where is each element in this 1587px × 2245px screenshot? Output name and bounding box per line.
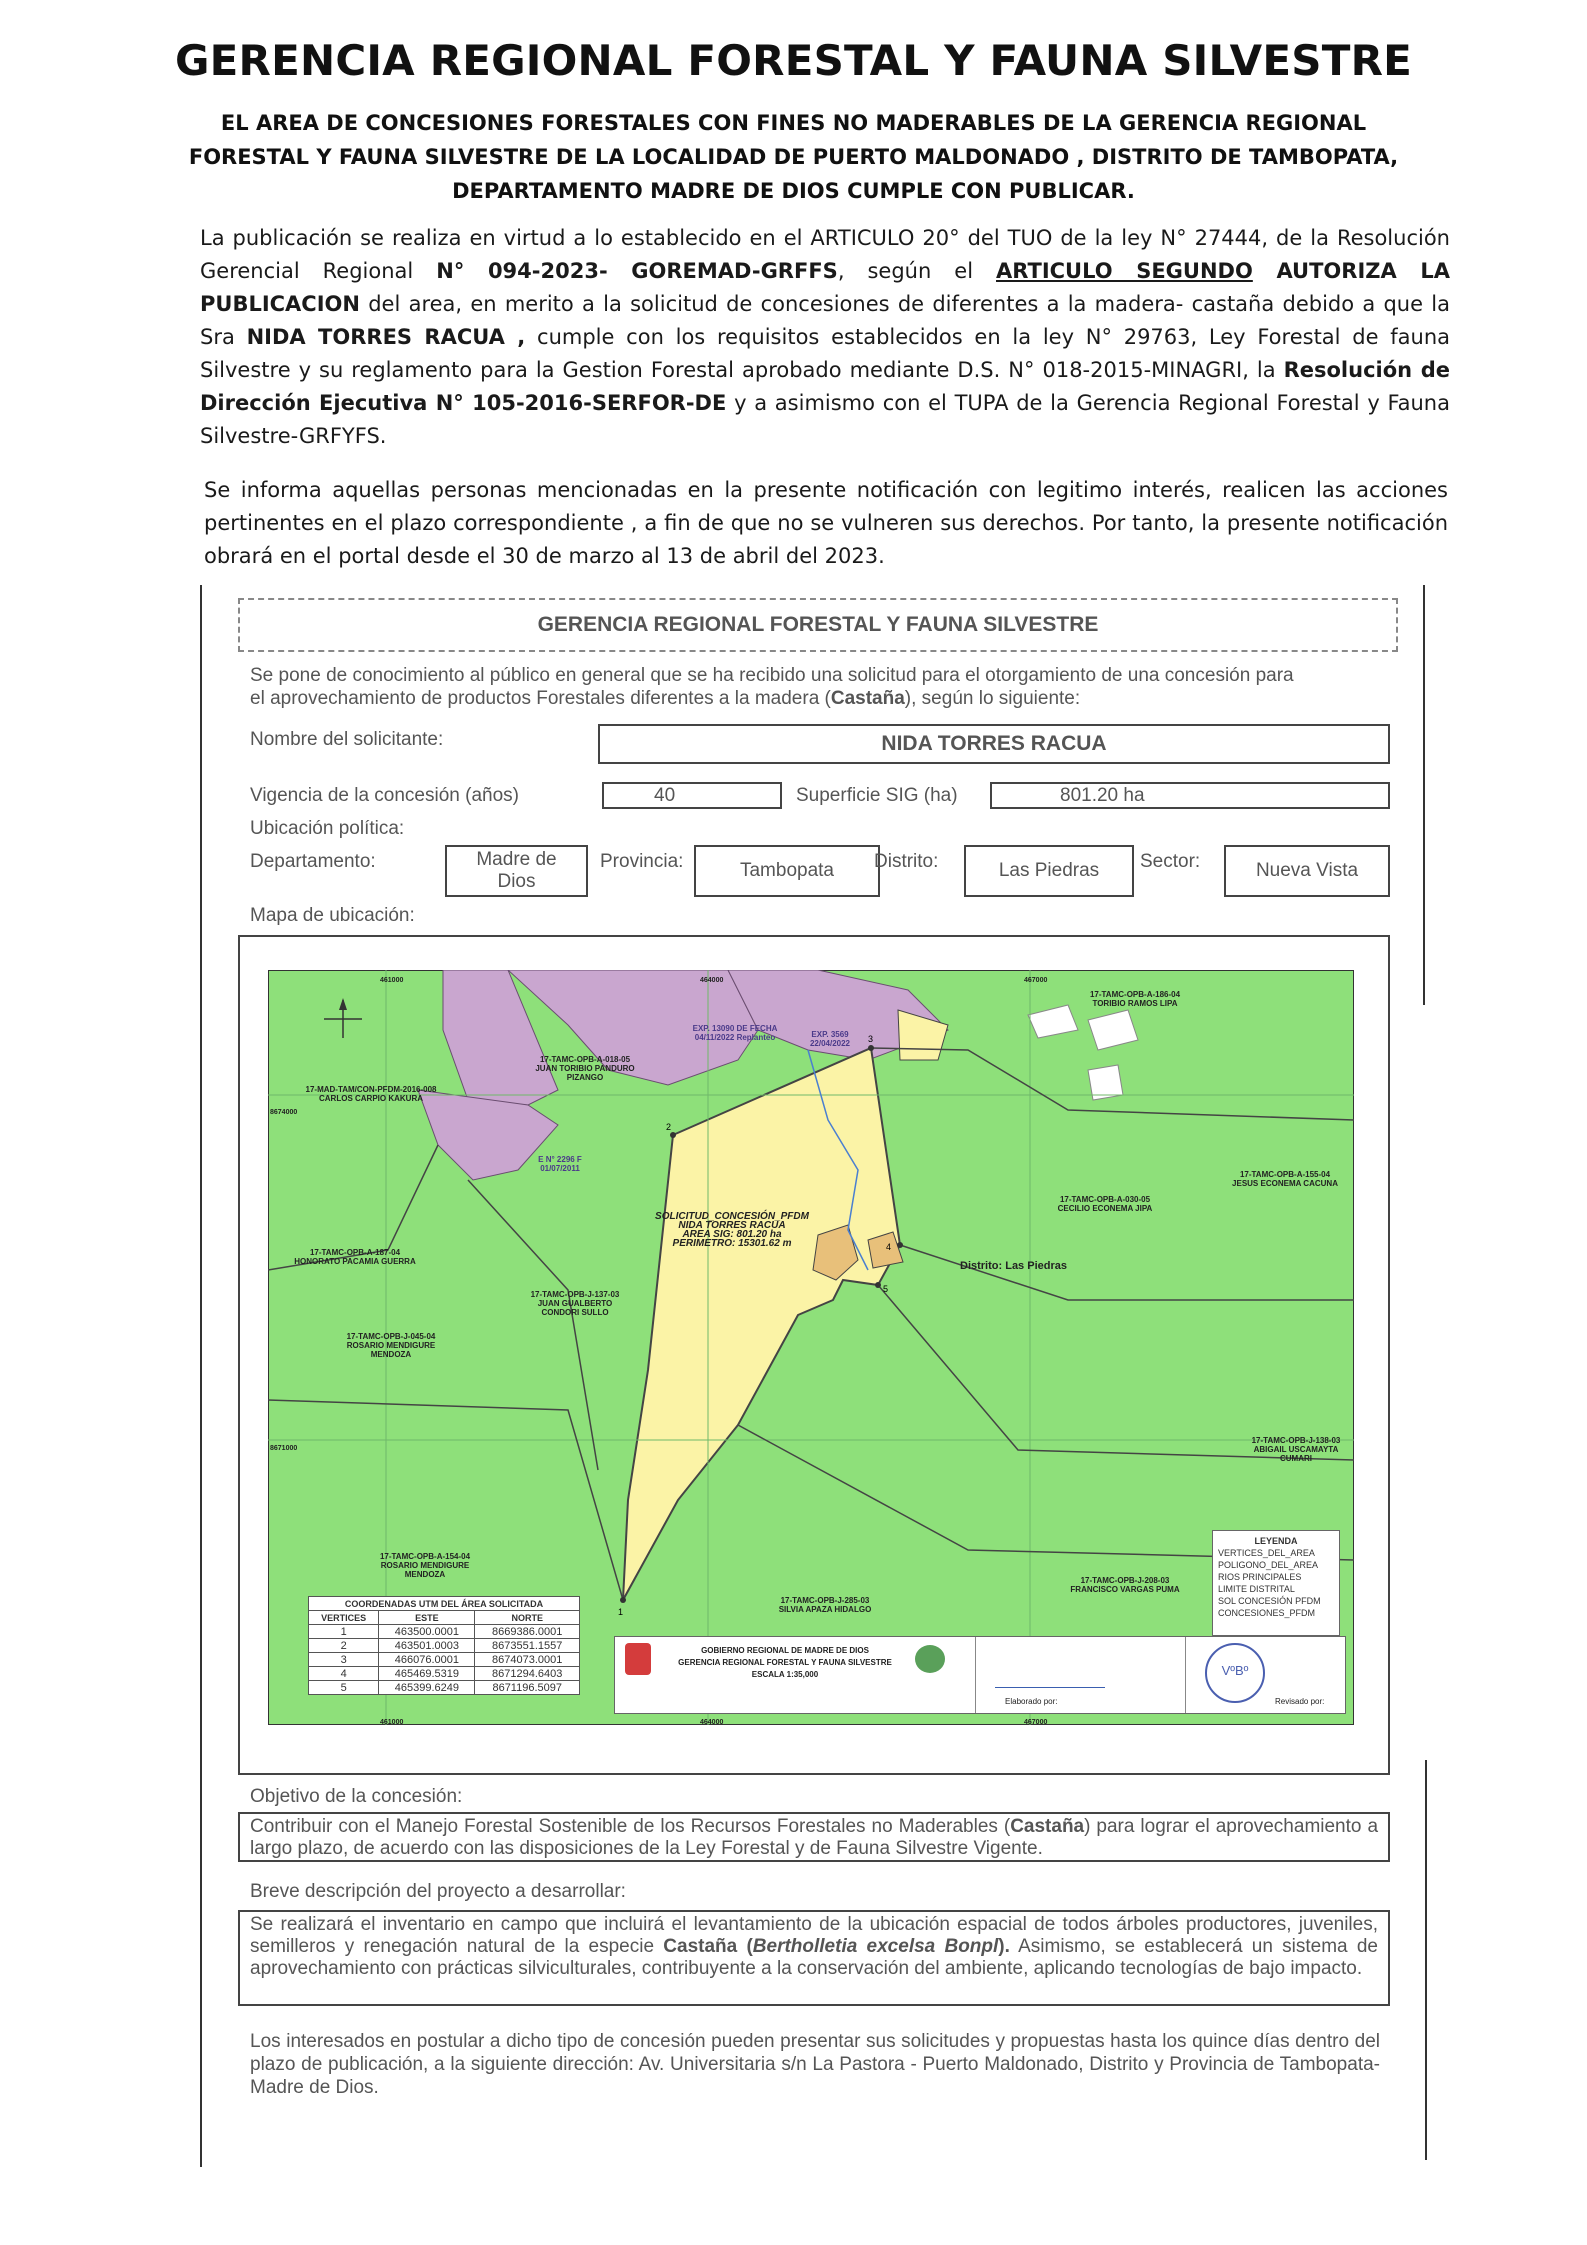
reviewed-by-label: Revisado por: <box>1275 1697 1325 1706</box>
vertex-1 <box>620 1597 626 1603</box>
notice-text: ), según lo siguiente: <box>904 688 1081 709</box>
tick-label-side: 8671000 <box>270 1445 298 1452</box>
map-legend <box>1212 1530 1340 1636</box>
tick-label-side: 8674000 <box>270 1109 298 1116</box>
vertex-label: 1 <box>618 1607 624 1617</box>
neighbor-label: 17-TAMC-OPB-A-186-04 TORIBIO RAMOS LIPA <box>1089 990 1181 1008</box>
table-cell: 3 <box>309 1653 379 1667</box>
coordinates-table <box>308 1596 580 1695</box>
tick-label-top: 461000 <box>380 977 404 984</box>
province-label: Provincia: <box>600 851 684 872</box>
applicant-name-bold: NIDA TORRES RACUA , <box>246 325 526 349</box>
tick-label-bottom: 461000 <box>380 1719 404 1726</box>
form-right-border <box>1423 585 1425 1005</box>
objective-text: ) para lograr el aprovechamiento a largo plazo, de acuerdo con las disposiciones de la Ley Forestal y de Fauna Silvestre Vigente. <box>250 1816 1379 1859</box>
notice-text: el aprovechamiento de productos Forestales diferentes a la madera ( <box>250 688 831 709</box>
cartouche-divider <box>1185 1637 1186 1713</box>
species-name: Castaña <box>830 688 905 709</box>
table-row <box>309 1625 580 1639</box>
legend-item: POLIGONO_DEL_AREA <box>1218 1560 1319 1570</box>
sector-field: Nueva Vista <box>1224 845 1390 897</box>
table-cell: 8674073.0001 <box>475 1653 580 1667</box>
neighbor-label: 17-TAMC-OPB-J-138-03 ABIGAIL USCAMAYTA CUMARI <box>1251 1436 1341 1463</box>
table-row <box>309 1667 580 1681</box>
table-cell: 463500.0001 <box>379 1625 475 1639</box>
area-label: Superficie SIG (ha) <box>796 785 958 806</box>
signature-icon <box>995 1651 1105 1688</box>
form-header: GERENCIA REGIONAL FORESTAL Y FAUNA SILVESTRE <box>238 598 1398 652</box>
table-cell: 4 <box>309 1667 379 1681</box>
intro-text: del area, en merito a la solicitud de concesiones de diferentes a la madera- castaña debido a que la Sra <box>200 292 1450 349</box>
notice-paragraph: Se informa aquellas personas mencionadas en la presente notificación con legitimo interés, realicen las acciones pertinentes en el plazo correspondiente , a fin de que no se vulneren sus derechos. Por tanto, la presente notificación obrará en el portal desde el 30 de marzo al 13 de abril del 2023. <box>204 478 1448 568</box>
legend-item: LIMITE DISTRITAL <box>1218 1584 1295 1594</box>
requested-area-perimeter: PERIMETRO: 15301.62 m <box>672 1238 792 1249</box>
species-name: Castaña ( <box>663 1936 753 1957</box>
neighbor-label: 17-TAMC-OPB-J-045-04 ROSARIO MENDIGURE MENDOZA <box>346 1332 436 1359</box>
neighbor-label: 17-TAMC-OPB-A-030-05 CECILIO ECONEMA JIPA <box>1057 1195 1153 1213</box>
sector-label: Sector: <box>1140 851 1201 872</box>
province-field: Tambopata <box>694 845 880 897</box>
notice-line <box>250 687 1400 710</box>
description-text: Se realizará el inventario en campo que incluirá el levantamiento de la ubicación espacial de todos árboles productores, juveniles, semilleros y renegación natural de la especie <box>250 1914 1378 1957</box>
location-label: Ubicación política: <box>250 818 405 839</box>
form-left-border <box>200 585 202 2167</box>
table-cell: 5 <box>309 1681 379 1695</box>
tick-label-top: 464000 <box>700 977 724 984</box>
vertex-3 <box>868 1045 874 1051</box>
neighbor-label: 17-TAMC-OPB-A-018-05 JUAN TORIBIO PANDURO PIZANGO <box>535 1055 635 1082</box>
description-text: Asimismo, se establecerá un sistema de aprovechamiento con prácticas silviculturales, contribuyente a la conservación del ambiente, aplicando tecnologías de bajo impacto. <box>250 1936 1378 1979</box>
subtitle-line-2: FORESTAL Y FAUNA SILVESTRE DE LA LOCALIDAD DE PUERTO MALDONADO , DISTRITO DE TAMBOPATA, <box>188 145 1399 169</box>
neighbor-label: 17-TAMC-OPB-J-285-03 SILVIA APAZA HIDALGO <box>778 1596 872 1614</box>
description-box <box>238 1910 1390 2006</box>
department-label: Departamento: <box>250 851 376 872</box>
table-caption: COORDENADAS UTM DEL ÁREA SOLICITADA <box>309 1597 580 1611</box>
table-cell: 466076.0001 <box>379 1653 475 1667</box>
cartouche-divider <box>975 1637 976 1713</box>
requested-area-label <box>632 1212 832 1248</box>
table-cell: 465469.5319 <box>379 1667 475 1681</box>
cartouche-line: GOBIERNO REGIONAL DE MADRE DE DIOS <box>701 1646 869 1655</box>
legend-item: VERTICES_DEL_AREA <box>1218 1548 1315 1558</box>
neighbor-label: 17-TAMC-OPB-J-137-03 JUAN GUALBERTO CONDORI SULLO <box>530 1290 620 1317</box>
resolution-number: N° 094-2023- GOREMAD-GRFFS <box>436 259 838 283</box>
vertex-4 <box>897 1242 903 1248</box>
table-cell: 8673551.1557 <box>475 1639 580 1653</box>
form-notice <box>250 664 1400 710</box>
cartouche-text <box>655 1645 915 1681</box>
description-label: Breve descripción del proyecto a desarrollar: <box>250 1881 626 1902</box>
department-field <box>445 845 588 897</box>
area-field: 801.20 ha <box>990 782 1390 809</box>
vertex-5 <box>875 1282 881 1288</box>
vertex-label: 2 <box>666 1122 672 1132</box>
intro-paragraph <box>200 222 1450 453</box>
intro-text: cumple con los requisitos establecidos en la ley N° 29763, Ley Forestal de fauna Silvestre y su reglamento para la Gestion Forestal aprobado mediante D.S. N° 018-2015-MINAGRI, la <box>200 325 1450 382</box>
table-header: NORTE <box>475 1611 580 1625</box>
district-label: Distrito: <box>874 851 939 872</box>
term-field: 40 <box>602 782 782 809</box>
subtitle-line-3: DEPARTAMENTO MADRE DE DIOS CUMPLE CON PUBLICAR. <box>452 179 1135 203</box>
map-cartouche <box>614 1636 1346 1714</box>
species-name: Castaña <box>1010 1816 1085 1837</box>
serfor-resolution: Resolución de Dirección Ejecutiva N° 105-2016-SERFOR-DE <box>200 358 1450 415</box>
cartouche-scale: ESCALA 1:35,000 <box>751 1670 819 1679</box>
page-subtitle <box>170 106 1417 208</box>
vertex-label: 3 <box>868 1034 874 1044</box>
district-field: Las Piedras <box>964 845 1134 897</box>
vertex-label: 4 <box>886 1242 892 1252</box>
regional-logo-icon <box>625 1643 651 1675</box>
intro-text: y a asimismo con el TUPA de la Gerencia Regional Forestal y Fauna Silvestre-GRFYFS. <box>200 391 1450 448</box>
legend-title: LEYENDA <box>1254 1536 1298 1546</box>
department-value: Madre de <box>476 849 557 870</box>
table-cell: 465399.6249 <box>379 1681 475 1695</box>
requested-area-size: AREA SIG: 801.20 ha <box>682 1229 782 1240</box>
page-title: GERENCIA REGIONAL FORESTAL Y FAUNA SILVESTRE <box>174 36 1413 85</box>
scientific-name: Bertholletia excelsa Bonpl <box>752 1936 999 1957</box>
description-text: ). <box>998 1936 1010 1957</box>
exp-label-1: EXP. 13090 DE FECHA 04/11/2022 Replanteo <box>692 1024 778 1042</box>
table-cell: 463501.0003 <box>379 1639 475 1653</box>
map-label: Mapa de ubicación: <box>250 905 415 926</box>
neighbor-label: 17-TAMC-OPB-J-208-03 FRANCISCO VARGAS PUMA <box>1070 1576 1180 1594</box>
approval-stamp: VºBº <box>1205 1643 1265 1703</box>
table-row <box>309 1681 580 1695</box>
table-header: ESTE <box>379 1611 475 1625</box>
article-ref: ARTICULO SEGUNDO <box>996 259 1253 283</box>
tick-label-bottom: 467000 <box>1024 1719 1048 1726</box>
intro-text: La publicación se realiza en virtud a lo establecido en el ARTICULO 20° del TUO de la ley N° 27444, de la Resolución Gerencial Regional <box>200 226 1450 283</box>
intro-text: , según el <box>837 259 997 283</box>
neighbor-label: 17-TAMC-OPB-A-155-04 JESUS ECONEMA CACUNA <box>1232 1170 1338 1188</box>
vertex-2 <box>670 1132 676 1138</box>
table-row <box>309 1653 580 1667</box>
vertex-label: 5 <box>883 1284 889 1294</box>
applicant-field: NIDA TORRES RACUA <box>598 724 1390 764</box>
objective-text: Contribuir con el Manejo Forestal Sostenible de los Recursos Forestales no Maderables ( <box>250 1816 1011 1837</box>
forestry-logo-icon <box>915 1645 945 1673</box>
neighbor-label: 17-MAD-TAM/CON-PFDM-2016-008 CARLOS CARPIO KAKURA <box>305 1085 437 1103</box>
table-cell: 8671196.5097 <box>475 1681 580 1695</box>
department-value: Dios <box>497 871 536 892</box>
requested-area-name: NIDA TORRES RACUA <box>678 1220 786 1231</box>
tick-label-top: 467000 <box>1024 977 1048 984</box>
table-cell: 1 <box>309 1625 379 1639</box>
district-map-label: Distrito: Las Piedras <box>960 1260 1067 1272</box>
term-label: Vigencia de la concesión (años) <box>250 785 519 806</box>
elaborated-by-label: Elaborado por: <box>1005 1697 1058 1706</box>
subtitle-line-1: EL AREA DE CONCESIONES FORESTALES CON FINES NO MADERABLES DE LA GERENCIA REGIONAL <box>220 111 1367 135</box>
table-header: VERTICES <box>309 1611 379 1625</box>
legend-item: RIOS PRINCIPALES <box>1218 1572 1302 1582</box>
legend-item: CONCESIONES_PFDM <box>1218 1608 1316 1618</box>
en-label: E N° 2296 F 01/07/2011 <box>538 1155 582 1173</box>
applicant-label: Nombre del solicitante: <box>250 729 444 750</box>
table-row <box>309 1639 580 1653</box>
exp-label-2: EXP. 3569 22/04/2022 <box>809 1030 851 1048</box>
form-right-border-lower <box>1425 1760 1427 2160</box>
neighbor-label: 17-TAMC-OPB-A-154-04 ROSARIO MENDIGURE MENDOZA <box>379 1552 471 1579</box>
notice-line: Se pone de conocimiento al público en general que se ha recibido una solicitud para el otorgamiento de una concesión para <box>250 665 1294 686</box>
neighbor-label: 17-TAMC-OPB-A-187-04 HONORATO PACAMIA GUERRA <box>294 1248 416 1266</box>
requested-area-title: SOLICITUD_CONCESIÓN_PFDM <box>655 1211 809 1222</box>
table-cell: 2 <box>309 1639 379 1653</box>
table-cell: 8671294.6403 <box>475 1667 580 1681</box>
tick-label-bottom: 464000 <box>700 1719 724 1726</box>
objective-label: Objetivo de la concesión: <box>250 1786 463 1807</box>
objective-box <box>238 1812 1390 1862</box>
table-cell: 8669386.0001 <box>475 1625 580 1639</box>
authorization-text: AUTORIZA LA PUBLICACION <box>200 259 1451 316</box>
closing-paragraph: Los interesados en postular a dicho tipo de concesión pueden presentar sus solicitudes y propuestas hasta los quince días dentro del plazo de publicación, a la siguiente dirección: Av. Universitaria s/n La Pastora - Puerto Maldonado, Distrito y Provincia de Tambopata-Madre de Dios. <box>250 2031 1380 2098</box>
legend-item: SOL CONCESIÓN PFDM <box>1218 1596 1321 1606</box>
cartouche-line: GERENCIA REGIONAL FORESTAL Y FAUNA SILVESTRE <box>678 1658 892 1667</box>
